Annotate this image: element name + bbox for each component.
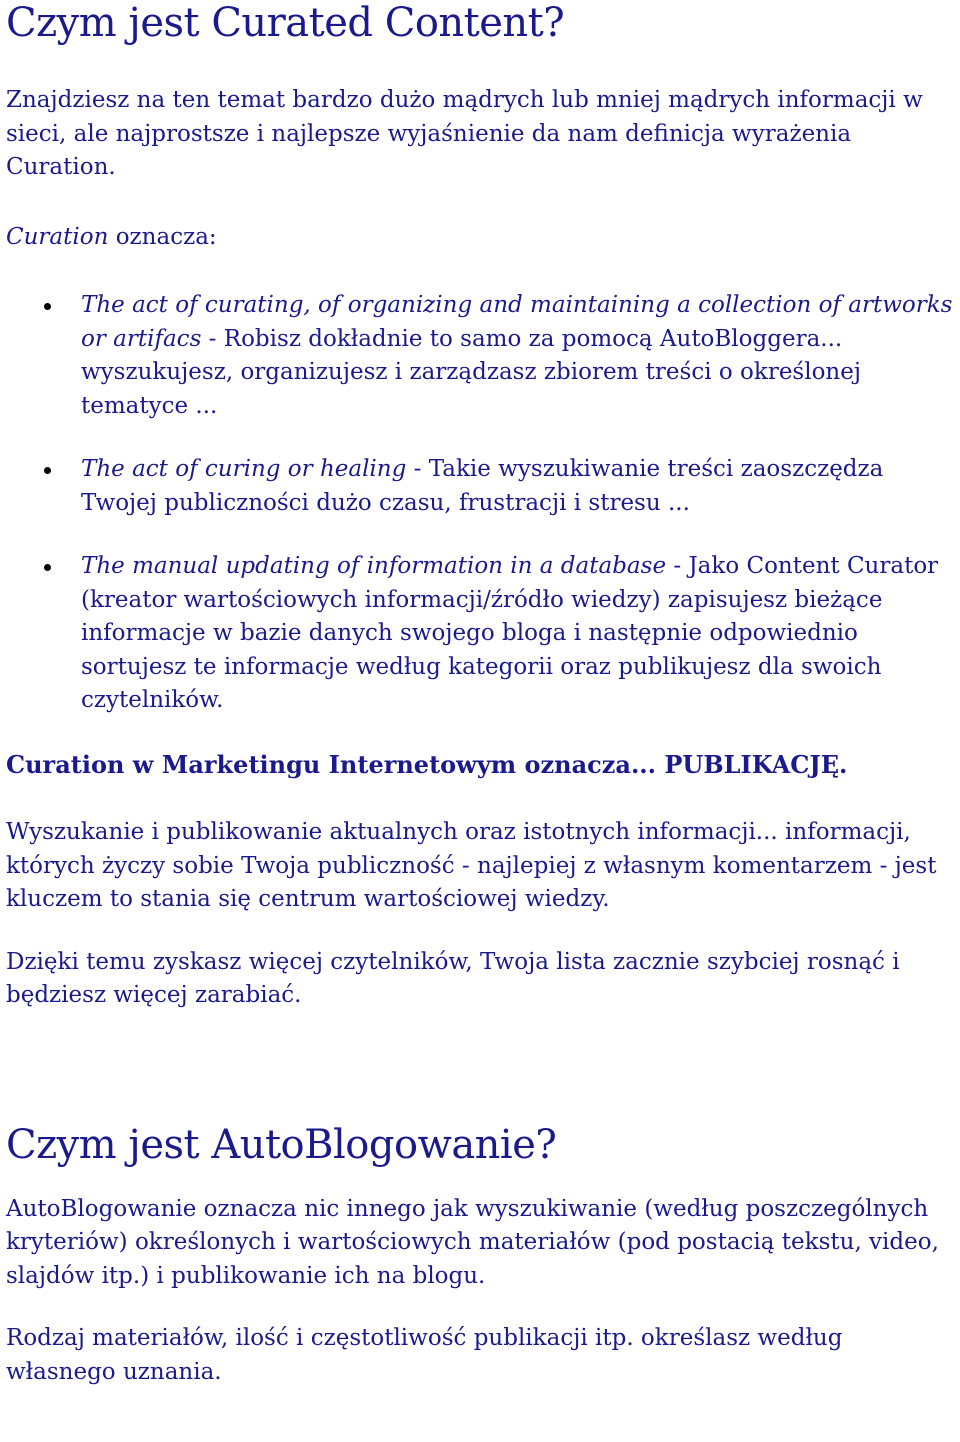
definition-explanation: - Jako Content Curator (kreator wartościowych informacji/źródło wiedzy) zapisujesz bieżące informacje w bazie danych swojego bloga i następnie odpowiednio sortujesz te informacje według kategorii oraz publikujesz dla swoich czytelników. [81, 553, 939, 713]
marketing-heading: Curation w Marketingu Internetowym oznacza... PUBLIKACJĘ. [6, 749, 848, 779]
search-paragraph: Wyszukanie i publikowanie aktualnych oraz istotnych informacji... informacji, których życzy sobie Twoja publiczność - najlepiej z własnym komentarzem - jest kluczem to stania się centrum wartościowej wiedzy. [6, 819, 937, 912]
document-page [6, 0, 956, 1389]
definition-term: The manual updating of information in a database [81, 553, 667, 579]
definition-explanation: - Robisz dokładnie to samo za pomocą AutoBloggera... wyszukujesz, organizujesz i zarządzasz zbiorem treści o określonej tematyce ... [81, 325, 861, 419]
curation-word: Curation [6, 223, 109, 250]
curation-label [6, 221, 956, 255]
curation-label-rest: oznacza: [108, 223, 217, 250]
definition-term: The act of curing or healing [81, 456, 407, 482]
definition-item [6, 453, 956, 520]
autoblogowanie-paragraph: AutoBlogowanie oznacza nic innego jak wyszukiwanie (według poszczególnych kryteriów) określonych i wartościowych materiałów (pod postacią tekstu, video, slajdów itp.) i publikowanie ich na blogu. [6, 1195, 939, 1289]
definition-item [6, 550, 956, 718]
section-title-curated-content: Czym jest Curated Content? [6, 0, 565, 46]
definition-item [6, 289, 956, 423]
definition-term: The act of curating, of organizing and maintaining a collection of artworks or artifacs [81, 292, 953, 352]
benefit-paragraph: Dzięki temu zyskasz więcej czytelników, Twoja lista zacznie szybciej rosnąć i będziesz więcej zarabiać. [6, 948, 900, 1008]
rodzaj-paragraph: Rodzaj materiałów, ilość i częstotliwość publikacji itp. określasz według własnego uznania. [6, 1325, 843, 1385]
definitions-list [6, 289, 956, 718]
intro-paragraph: Znajdziesz na ten temat bardzo dużo mądrych lub mniej mądrych informacji w sieci, ale najprostsze i najlepsze wyjaśnienie da nam definicja wyrażenia Curation. [6, 87, 923, 180]
section-title-autoblogowanie: Czym jest AutoBlogowanie? [6, 1121, 557, 1168]
definition-explanation: - Takie wyszukiwanie treści zaoszczędza Twojej publiczności dużo czasu, frustracji i stresu ... [81, 456, 884, 516]
